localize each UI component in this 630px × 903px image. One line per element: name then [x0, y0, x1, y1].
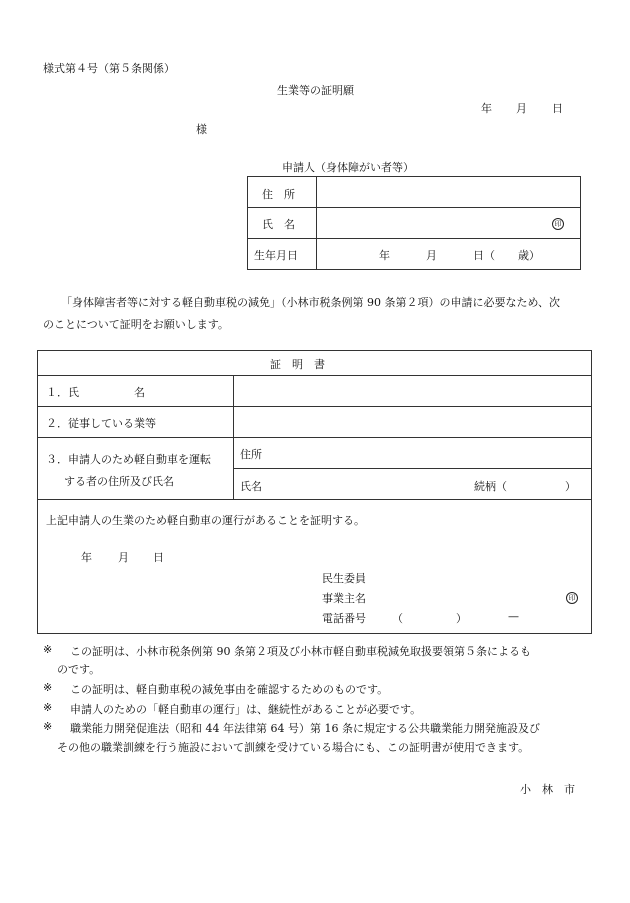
note-mark: ※	[43, 643, 53, 656]
cert-date-day: 日	[153, 551, 164, 564]
employer-label: 事業主名	[322, 592, 366, 605]
document-title: 生業等の証明願	[277, 84, 354, 97]
driver-address-label: 住所	[240, 448, 262, 461]
birth-day-label: 日（	[473, 249, 495, 262]
date-month-label: 月	[516, 102, 527, 115]
note-4-line-1: 職業能力開発促進法（昭和 44 年法律第 64 号）第 16 条に規定する公共職業能力開発施設及び	[70, 722, 540, 735]
applicant-birth-label: 生年月日	[254, 249, 298, 262]
phone-close: ）	[456, 612, 467, 625]
employer-seal	[566, 590, 578, 604]
addressee-suffix: 様	[196, 123, 207, 136]
applicant-address-label: 住 所	[262, 188, 295, 201]
request-line-1: 「身体障害者等に対する軽自動車税の減免」（小林市税条例第 90 条第２項）の申請に必要なため、次	[61, 296, 561, 309]
note-mark: ※	[43, 701, 53, 714]
phone-dash: —	[508, 610, 519, 623]
phone-open: （	[392, 612, 403, 625]
seal-mark: 印	[552, 218, 564, 230]
certificate-title: 証 明 書	[270, 358, 325, 371]
note-4-line-2: その他の職業訓練を行う施設において訓練を受けている場合にも、この証明書が使用できます。	[57, 741, 530, 754]
applicant-name-label: 氏 名	[262, 218, 295, 231]
row-occupation-label: ２．従事している業等	[46, 417, 156, 430]
cert-date-month: 月	[118, 551, 129, 564]
date-day-label: 日	[552, 102, 563, 115]
note-2-line-1: この証明は、軽自動車税の減免事由を確認するためのものです。	[70, 683, 389, 696]
age-label: 歳）	[518, 249, 540, 262]
note-mark: ※	[43, 720, 53, 733]
note-1-line-2: のです。	[57, 663, 101, 676]
date-year-label: 年	[481, 102, 492, 115]
note-1-line-1: この証明は、小林市税条例第 90 条第２項及び小林市軽自動車税減免取扱要領第５条によるも	[70, 645, 531, 658]
row-name-label: １．氏 名	[46, 386, 145, 399]
relation-close: ）	[565, 480, 576, 493]
issuer-name: 小 林 市	[520, 783, 575, 796]
birth-month-label: 月	[426, 249, 437, 262]
phone-label: 電話番号	[322, 612, 366, 625]
row-driver-label-1: ３．申請人のため軽自動車を運転	[46, 453, 211, 466]
note-3-line-1: 申請人のための「軽自動車の運行」は、継続性があることが必要です。	[70, 703, 422, 716]
applicant-seal	[552, 216, 564, 230]
birth-year-label: 年	[379, 249, 390, 262]
cert-date-year: 年	[81, 551, 92, 564]
relation-label: 続柄（	[474, 480, 507, 493]
form-number: 様式第４号（第５条関係）	[43, 62, 175, 75]
note-mark: ※	[43, 681, 53, 694]
seal-mark: 印	[566, 592, 578, 604]
driver-name-label: 氏名	[240, 480, 262, 493]
commissioner-label: 民生委員	[322, 572, 366, 585]
row-driver-label-2: する者の住所及び氏名	[64, 475, 174, 488]
certificate-statement: 上記申請人の生業のため軽自動車の運行があることを証明する。	[46, 514, 365, 527]
request-line-2: のことについて証明をお願いします。	[43, 318, 229, 331]
applicant-heading: 申請人（身体障がい者等）	[282, 161, 414, 174]
